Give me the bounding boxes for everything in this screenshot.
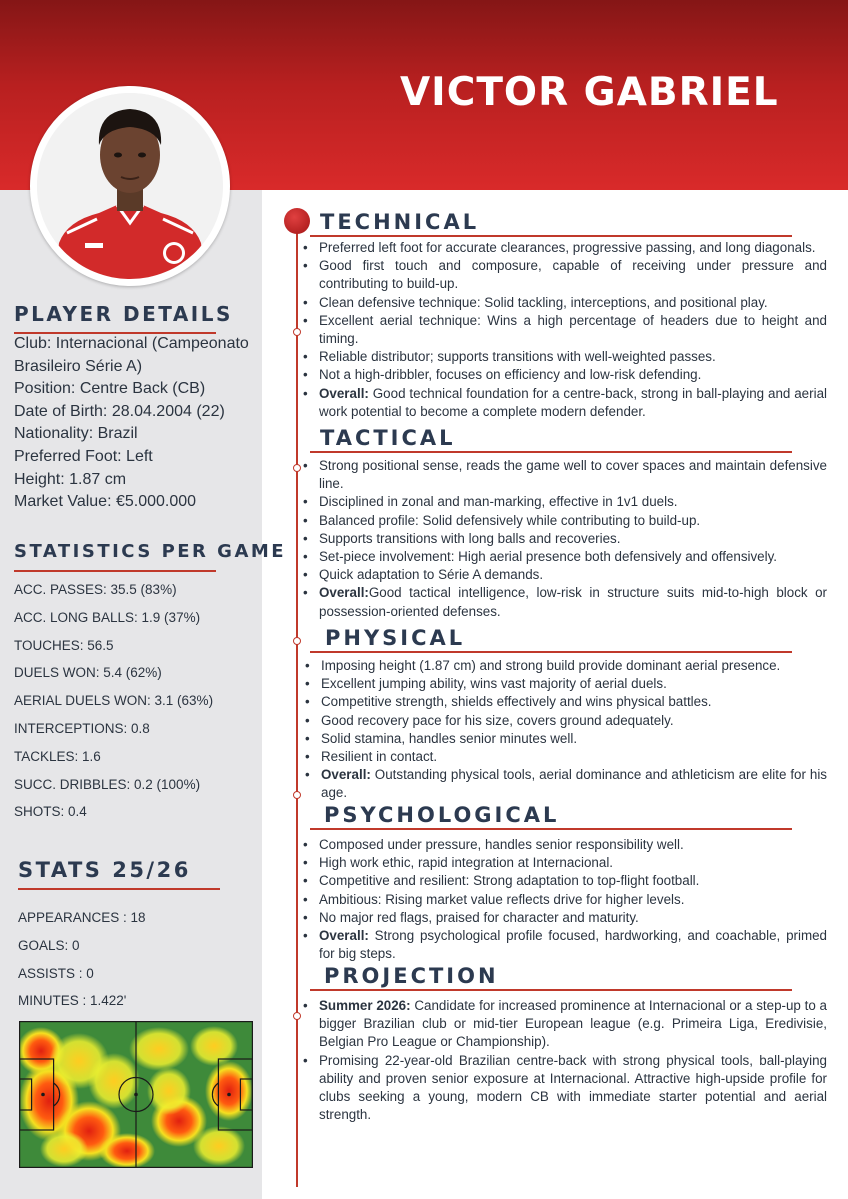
psychological-title: PSYCHOLOGICAL [324,803,560,827]
list-item: • Excellent jumping ability, wins vast majority of aerial duels. [305,675,827,693]
detail-height: Height: 1.87 cm [14,470,127,488]
season-appearances: APPEARANCES : 18 [18,910,146,925]
technical-list [303,239,827,421]
player-details-title: PLAYER DETAILS [14,302,233,326]
list-item: • Not a high-dribbler, focuses on efficiency and low-risk defending. [303,366,827,384]
season-goals: GOALS: 0 [18,937,80,953]
list-item [303,997,827,1052]
detail-nationality: Nationality: Brazil [14,425,138,443]
overall-text: Strong psychological profile focused, hardworking, and coachable, primed for big steps. [319,928,827,962]
list-item: • Promising 22-year-old Brazilian centre-back with strong physical tools, ball-playing ability and proven senior exposure at Internacional. Attractive high-upside profile for clubs seeking a young, modern CB with immediate starter potential and aerial strength. [303,1052,827,1125]
detail-foot: Preferred Foot: Left [14,447,153,465]
stat-interceptions: INTERCEPTIONS: 0.8 [14,720,150,736]
physical-list [305,657,827,803]
stat-aerial-duels: AERIAL DUELS WON: 3.1 (63%) [14,693,214,709]
player-photo-frame [30,86,230,286]
list-item: • Preferred left foot for accurate clearances, progressive passing, and long diagonals. [303,239,827,257]
detail-position: Position: Centre Back (CB) [14,380,206,398]
timeline-dot [293,464,301,472]
list-item: • No major red flags, praised for character and maturity. [303,909,827,927]
list-item [303,584,827,620]
detail-club: Club: Internacional (Campeonato Brasileiro Série A) [14,335,249,375]
overall-text: Good technical foundation for a centre-back, strong in ball-playing and aerial work potential to become a complete modern defender. [319,385,827,419]
player-name: VICTOR GABRIEL [400,70,779,115]
list-item: • Supports transitions with long balls and recoveries. [303,530,827,548]
tactical-underline [310,451,792,453]
overall-label: Overall: [319,385,369,401]
physical-title: PHYSICAL [325,626,466,650]
psychological-underline [310,828,792,830]
timeline-dot [293,1012,301,1020]
technical-underline [310,235,792,237]
list-item: • Excellent aerial technique: Wins a high percentage of headers due to height and timing. [303,312,827,348]
tactical-list [303,457,827,621]
stat-duels-won: DUELS WON: 5.4 (62%) [14,665,162,681]
detail-dob: Date of Birth: 28.04.2004 (22) [14,402,225,420]
overall-label: Overall: [319,585,369,601]
psychological-list [303,836,827,963]
season-minutes: MINUTES : 1.422' [18,993,127,1009]
season-stats-title: STATS 25/26 [18,858,191,882]
list-item: • Composed under pressure, handles senior responsibility well. [303,836,827,854]
overall-text: Outstanding physical tools, aerial dominance and athleticism are elite for his age. [321,767,827,801]
stat-acc-passes: ACC. PASSES: 35.5 (83%) [14,582,177,597]
overall-text: Good tactical intelligence, low-risk in structure suits mid-to-high block or possession-oriented defenses. [319,585,827,619]
detail-market-value: Market Value: €5.000.000 [14,493,197,511]
timeline-dot [293,637,301,645]
list-item: • Set-piece involvement: High aerial presence both defensively and offensively. [303,548,827,566]
stats-per-game-title: STATISTICS PER GAME [14,541,287,562]
season-stats-list [18,910,146,1021]
summer-text: Candidate for increased prominence at Internacional or a step-up to a bigger Brazilian club or mid-tier European league (e.g. Primeira Liga, Eredivisie, Belgian Pro League or Championship). [319,998,827,1050]
list-item: • Solid stamina, handles senior minutes well. [305,730,827,748]
list-item: • Ambitious: Rising market value reflects drive for higher levels. [303,891,827,909]
list-item: • Reliable distributor; supports transitions with well-weighted passes. [303,348,827,366]
list-item: • Good first touch and composure, capable of receiving under pressure and contributing to build-up. [303,257,827,293]
list-item [305,766,827,802]
list-item: • Disciplined in zonal and man-marking, effective in 1v1 duels. [303,493,827,511]
list-item: • Competitive strength, shields effectively and wins physical battles. [305,693,827,711]
timeline-line [296,222,298,1187]
stat-dribbles: SUCC. DRIBBLES: 0.2 (100%) [14,776,201,792]
overall-label: Overall: [321,767,371,783]
list-item: • Competitive and resilient: Strong adaptation to top-flight football. [303,872,827,890]
list-item: • Quick adaptation to Série A demands. [303,566,827,584]
list-item: • Imposing height (1.87 cm) and strong build provide dominant aerial presence. [305,657,827,675]
player-details-list [14,333,259,514]
season-assists: ASSISTS : 0 [18,965,94,981]
stats-per-game-list [14,582,213,832]
projection-list [303,997,827,1124]
stat-touches: TOUCHES: 56.5 [14,637,114,653]
list-item: • Strong positional sense, reads the game well to cover spaces and maintain defensive line. [303,457,827,493]
list-item: • Good recovery pace for his size, covers ground adequately. [305,712,827,730]
list-item: • Balanced profile: Solid defensively while contributing to build-up. [303,512,827,530]
list-item: • High work ethic, rapid integration at Internacional. [303,854,827,872]
summer-label: Summer 2026: [319,998,411,1013]
stats-per-game-underline [14,570,216,572]
stat-tackles: TACKLES: 1.6 [14,748,101,764]
projection-underline [310,989,792,991]
list-item [303,927,827,963]
list-item: • Clean defensive technique: Solid tackling, interceptions, and positional play. [303,294,827,312]
overall-label: Overall: [319,928,369,944]
timeline-dot [293,791,301,799]
stat-long-balls: ACC. LONG BALLS: 1.9 (37%) [14,609,201,625]
heatmap-image [19,1021,253,1168]
physical-underline [310,651,792,653]
season-stats-underline [18,888,220,890]
projection-title: PROJECTION [324,964,499,988]
tactical-title: TACTICAL [320,426,456,450]
list-item: • Resilient in contact. [305,748,827,766]
technical-title: TECHNICAL [320,210,480,234]
stat-shots: SHOTS: 0.4 [14,804,87,820]
player-photo [37,93,223,279]
list-item [303,385,827,421]
timeline-start-dot [284,208,310,234]
timeline-dot [293,328,301,336]
